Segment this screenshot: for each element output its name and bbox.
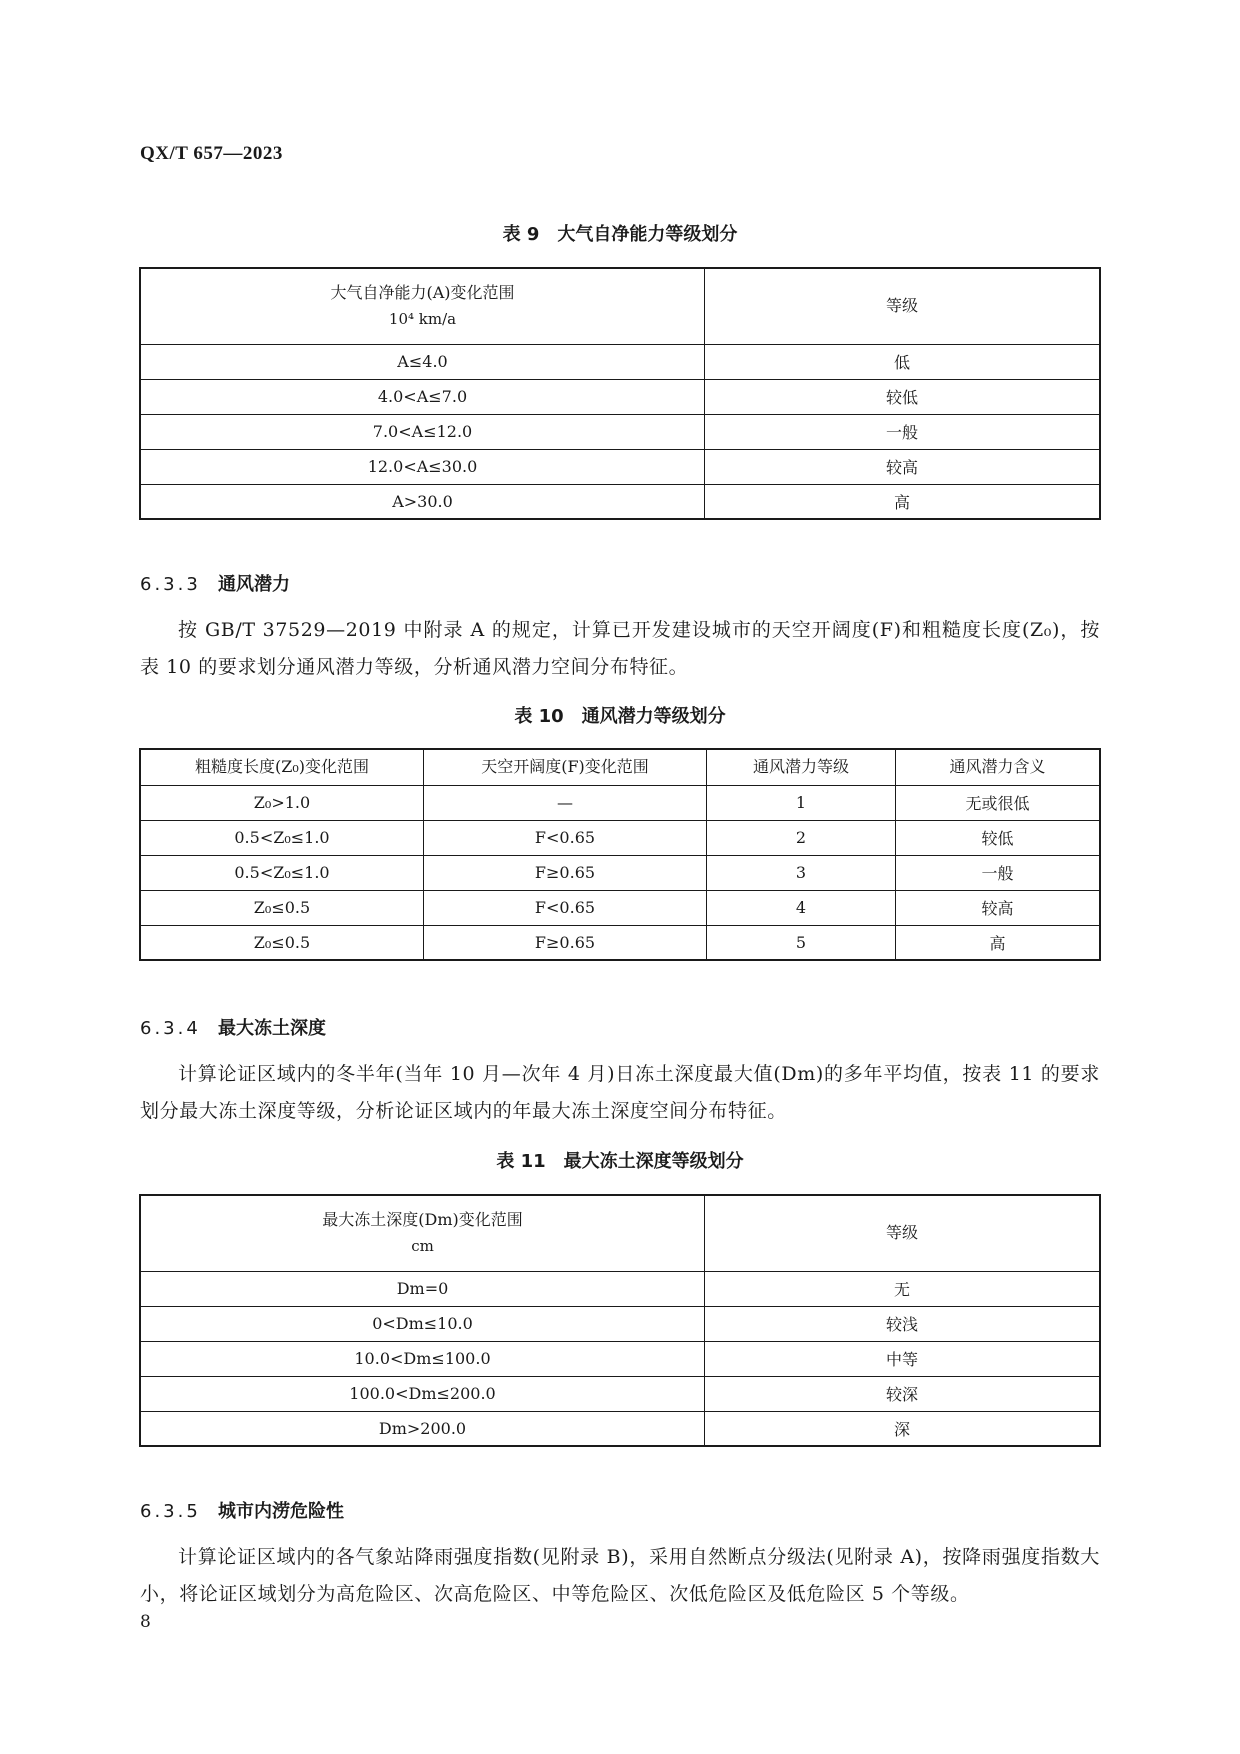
- range-cell: 10.0<Dm≤100.0: [140, 1341, 705, 1376]
- table-10-header-meaning: 通风潜力含义: [896, 749, 1101, 785]
- section-6-3-5-heading: [140, 1497, 344, 1523]
- table-11-title: 表 11 最大冻土深度等级划分: [496, 1151, 744, 1172]
- level-cell: 中等: [705, 1341, 1101, 1376]
- grade-cell: 4: [707, 890, 896, 925]
- table-11-header-level: 等级: [705, 1195, 1101, 1271]
- table-11-header-range-unit: cm: [411, 1237, 434, 1256]
- section-6-3-4-heading: [140, 1014, 326, 1040]
- f-cell: F<0.65: [424, 890, 707, 925]
- level-cell: 一般: [705, 414, 1101, 449]
- table-10: [139, 748, 1101, 961]
- range-cell: A≤4.0: [140, 344, 705, 379]
- z0-cell: 0.5<Z₀≤1.0: [140, 855, 424, 890]
- section-title: 通风潜力: [218, 574, 290, 595]
- range-cell: 4.0<A≤7.0: [140, 379, 705, 414]
- table-9-header-range-unit: 10⁴ km/a: [388, 310, 457, 329]
- meaning-cell: 无或很低: [896, 785, 1101, 820]
- table-row: [140, 379, 1100, 414]
- section-6-3-5-paragraph: 计算论证区域内的各气象站降雨强度指数(见附录 B)，采用自然断点分级法(见附录 A)，按降雨强度指数大小，将论证区域划分为高危险区、次高危险区、中等危险区、次低危险区及低危险区 5 个等级。: [140, 1546, 1100, 1605]
- table-9-title: 表 9 大气自净能力等级划分: [502, 224, 738, 245]
- table-row: [140, 785, 1100, 820]
- section-number: 6.3.5: [140, 1501, 201, 1522]
- range-cell: 100.0<Dm≤200.0: [140, 1376, 705, 1411]
- table-row: [140, 1341, 1100, 1376]
- range-cell: Dm=0: [140, 1271, 705, 1306]
- z0-cell: Z₀≤0.5: [140, 925, 424, 960]
- table-row: [140, 344, 1100, 379]
- grade-cell: 1: [707, 785, 896, 820]
- meaning-cell: 一般: [896, 855, 1101, 890]
- page-number: 8: [140, 1612, 151, 1632]
- table-row: [140, 1411, 1100, 1446]
- level-cell: 无: [705, 1271, 1101, 1306]
- section-6-3-3-heading: [140, 570, 290, 596]
- table-row: [140, 890, 1100, 925]
- level-cell: 低: [705, 344, 1101, 379]
- meaning-cell: 高: [896, 925, 1101, 960]
- section-6-3-4-paragraph: 计算论证区域内的冬半年(当年 10 月—次年 4 月)日冻土深度最大值(Dm)的多年平均值，按表 11 的要求划分最大冻土深度等级，分析论证区域内的年最大冻土深度空间分布特征。: [140, 1063, 1100, 1122]
- range-cell: A>30.0: [140, 484, 705, 519]
- table-row: [140, 1306, 1100, 1341]
- grade-cell: 3: [707, 855, 896, 890]
- table-10-header-z0: 粗糙度长度(Z₀)变化范围: [140, 749, 424, 785]
- section-title: 城市内涝危险性: [218, 1501, 344, 1522]
- standard-code: QX/T 657—2023: [140, 143, 283, 164]
- range-cell: 7.0<A≤12.0: [140, 414, 705, 449]
- table-9-header-range-label: 大气自净能力(A)变化范围: [330, 283, 515, 303]
- section-title: 最大冻土深度: [218, 1018, 326, 1039]
- meaning-cell: 较低: [896, 820, 1101, 855]
- level-cell: 较高: [705, 449, 1101, 484]
- table-row: [140, 414, 1100, 449]
- range-cell: 0<Dm≤10.0: [140, 1306, 705, 1341]
- table-9-header-range: [140, 268, 705, 344]
- table-row: [140, 484, 1100, 519]
- range-cell: Dm>200.0: [140, 1411, 705, 1446]
- table-11: [139, 1194, 1101, 1447]
- section-number: 6.3.3: [140, 574, 201, 595]
- table-9: [139, 267, 1101, 520]
- section-number: 6.3.4: [140, 1018, 201, 1039]
- level-cell: 较低: [705, 379, 1101, 414]
- level-cell: 深: [705, 1411, 1101, 1446]
- section-6-3-3-paragraph: 按 GB/T 37529—2019 中附录 A 的规定，计算已开发建设城市的天空开阔度(F)和粗糙度长度(Z₀)，按表 10 的要求划分通风潜力等级，分析通风潜力空间分布特征。: [140, 619, 1100, 678]
- table-11-header-range-label: 最大冻土深度(Dm)变化范围: [322, 1210, 523, 1230]
- f-cell: F≥0.65: [424, 925, 707, 960]
- z0-cell: Z₀≤0.5: [140, 890, 424, 925]
- table-row: [140, 1271, 1100, 1306]
- f-cell: F≥0.65: [424, 855, 707, 890]
- table-row: [140, 449, 1100, 484]
- table-row: [140, 1376, 1100, 1411]
- meaning-cell: 较高: [896, 890, 1101, 925]
- table-10-title: 表 10 通风潜力等级划分: [514, 706, 726, 727]
- table-10-header-grade: 通风潜力等级: [707, 749, 896, 785]
- grade-cell: 2: [707, 820, 896, 855]
- level-cell: 较浅: [705, 1306, 1101, 1341]
- table-row: [140, 925, 1100, 960]
- f-cell: F<0.65: [424, 820, 707, 855]
- level-cell: 较深: [705, 1376, 1101, 1411]
- table-9-header-level: 等级: [705, 268, 1101, 344]
- table-11-header-range: [140, 1195, 705, 1271]
- table-10-header-f: 天空开阔度(F)变化范围: [424, 749, 707, 785]
- range-cell: 12.0<A≤30.0: [140, 449, 705, 484]
- f-cell: —: [424, 785, 707, 820]
- table-row: [140, 855, 1100, 890]
- level-cell: 高: [705, 484, 1101, 519]
- z0-cell: 0.5<Z₀≤1.0: [140, 820, 424, 855]
- table-row: [140, 820, 1100, 855]
- z0-cell: Z₀>1.0: [140, 785, 424, 820]
- grade-cell: 5: [707, 925, 896, 960]
